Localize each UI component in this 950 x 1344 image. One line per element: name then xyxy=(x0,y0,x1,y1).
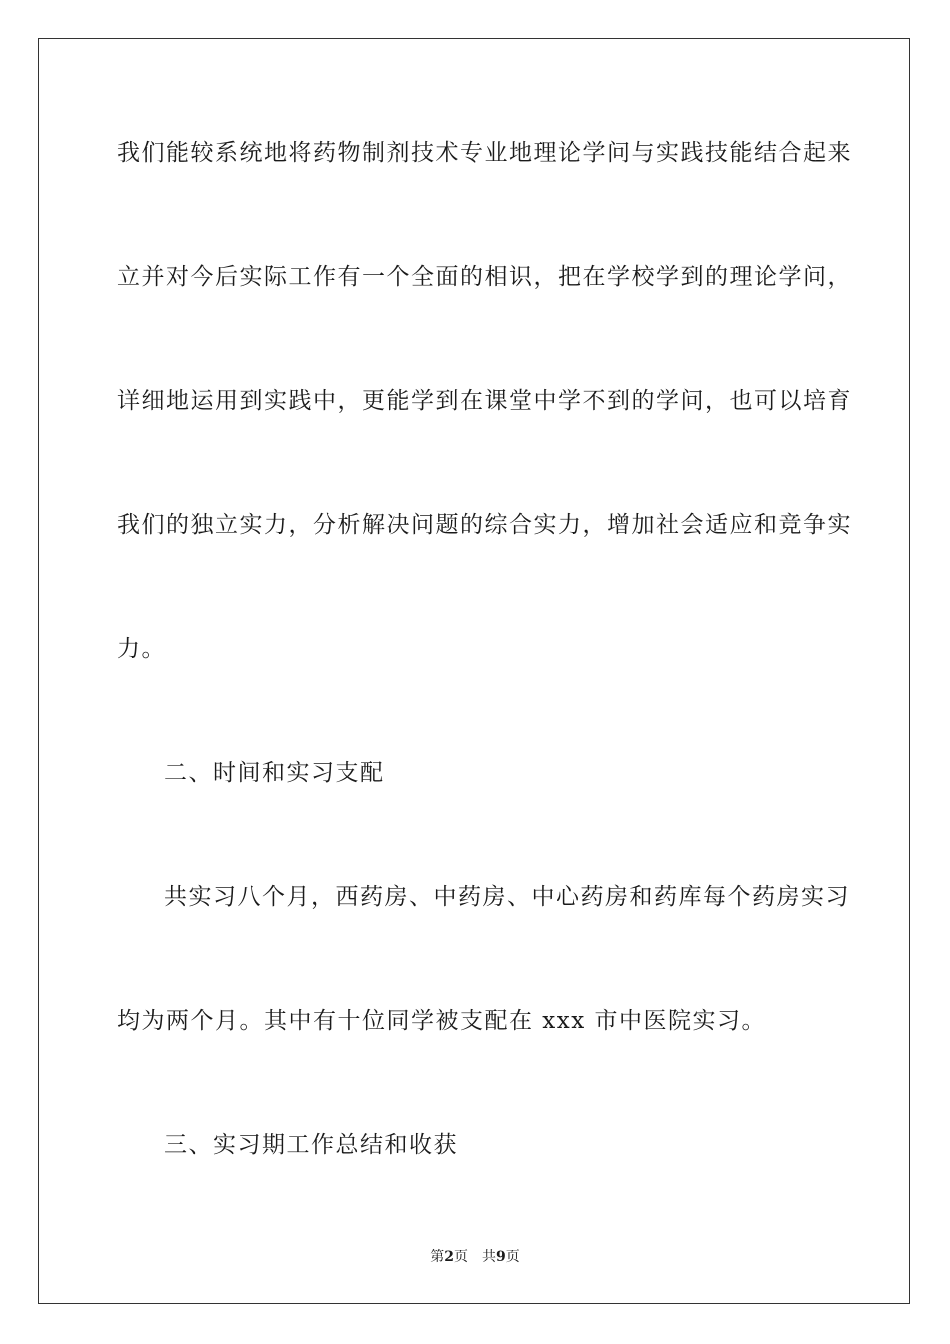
section-heading: 三、实习期工作总结和收获 xyxy=(164,1132,458,1158)
paragraph-line: 我们能较系统地将药物制剂技术专业地理论学问与实践技能结合起来 xyxy=(117,140,852,166)
paragraph-line: 我们的独立实力，分析解决问题的综合实力，增加社会适应和竞争实 xyxy=(117,512,852,538)
paragraph-line: 力。 xyxy=(117,636,166,662)
page-prefix: 第 xyxy=(430,1249,445,1265)
total-suffix: 页 xyxy=(505,1249,520,1265)
page-footer xyxy=(0,1248,950,1266)
total-pages: 9 xyxy=(496,1249,506,1265)
paragraph-line: 详细地运用到实践中，更能学到在课堂中学不到的学问，也可以培育 xyxy=(117,388,852,414)
section-heading: 二、时间和实习支配 xyxy=(164,760,385,786)
page-number: 2 xyxy=(444,1249,454,1265)
paragraph-line: 均为两个月。其中有十位同学被支配在 xxx 市中医院实习。 xyxy=(117,1008,767,1034)
page-suffix: 页 xyxy=(454,1249,468,1265)
paragraph-line: 共实习八个月，西药房、中药房、中心药房和药库每个药房实习 xyxy=(164,884,850,910)
paragraph-line: 立并对今后实际工作有一个全面的相识，把在学校学到的理论学问， xyxy=(117,264,852,290)
page-border xyxy=(38,38,910,1304)
total-prefix: 共 xyxy=(482,1249,496,1265)
